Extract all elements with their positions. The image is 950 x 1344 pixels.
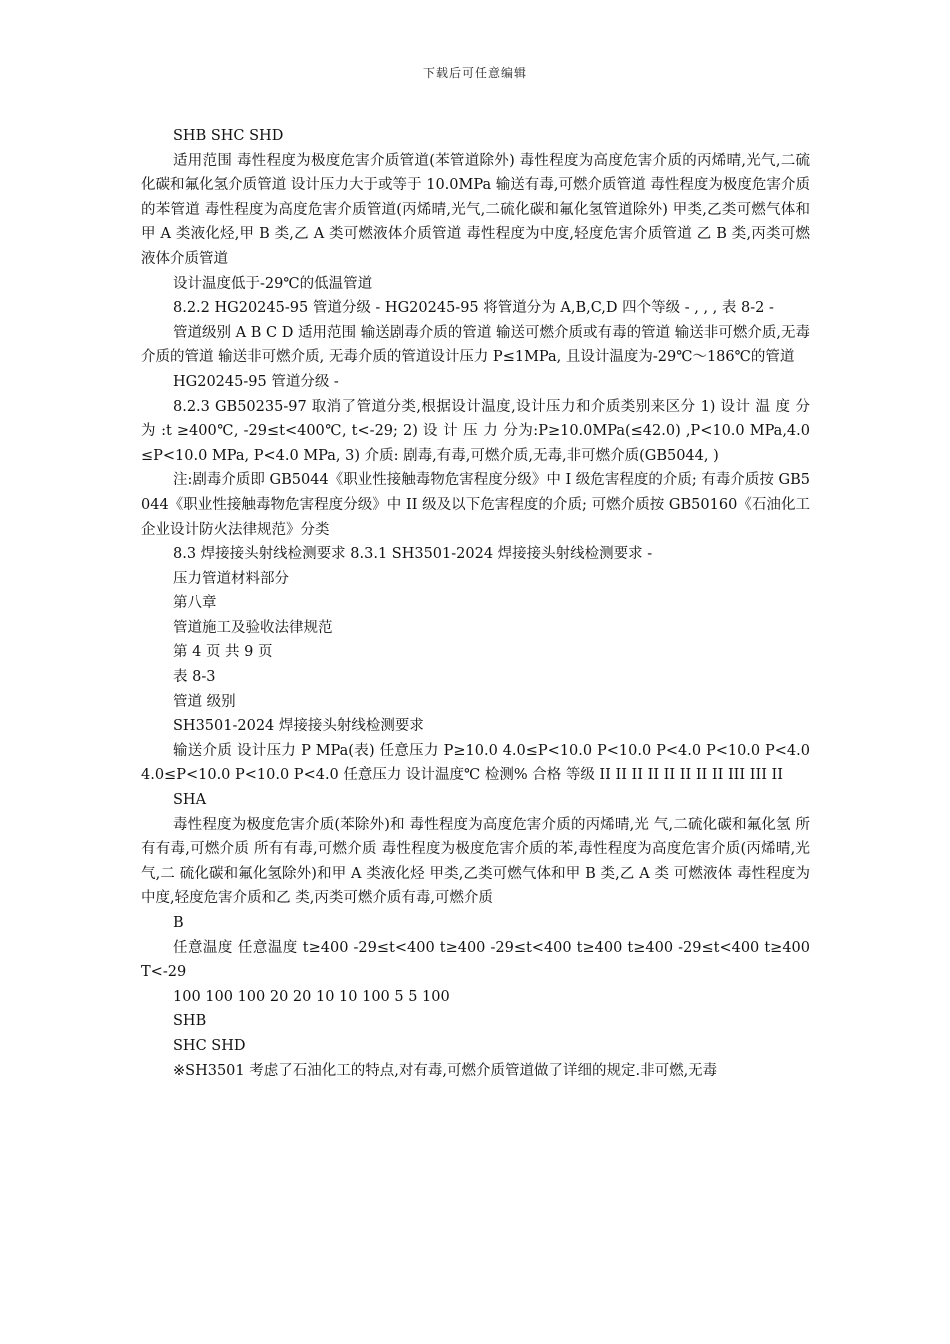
paragraph-chapter-8: 第八章 — [173, 595, 217, 612]
paragraph-note: 注:剧毒介质即 GB5044《职业性接触毒物危害程度分级》中 I 级危害程度的介质; 有毒介质按 GB5044《职业性接触毒物危害程度分级》中 II 级及以下危害程度的介质; 可燃介质按 GB50160《石油化工企业设计防火法律规范》分类 — [141, 472, 810, 538]
paragraph-section-8-3: 8.3 焊接接头射线检测要求 8.3.1 SH3501-2024 焊接接头射线检测要求 - — [173, 546, 653, 563]
paragraph-page-number: 第 4 页 共 9 页 — [173, 644, 273, 661]
paragraph-shb: SHB — [173, 1013, 207, 1030]
paragraph-table-8-3: 表 8-3 — [173, 669, 216, 686]
paragraph-section-8-2-2: 8.2.2 HG20245-95 管道分级 - HG20245-95 将管道分为 A,B,C,D 四个等级 - , , , 表 8-2 - — [173, 300, 774, 317]
paragraph-temperature-list: 任意温度 任意温度 t≥400 -29≤t<400 t≥400 -29≤t<400 t≥400 t≥400 -29≤t<400 t≥400 T<-29 — [141, 939, 810, 981]
paragraph-pipe-class: 管道 级别 — [173, 693, 236, 710]
paragraph-class-list-1: SHB SHC SHD — [173, 128, 284, 144]
paragraph-low-temp-pipe: 设计温度低于-29℃的低温管道 — [173, 275, 373, 292]
paragraph-hg-pipe-grade: HG20245-95 管道分级 - — [173, 373, 339, 390]
paragraph-material-part: 压力管道材料部分 — [173, 570, 289, 587]
paragraph-toxicity-description: 毒性程度为极度危害介质(苯除外)和 毒性程度为高度危害介质的丙烯晴,光 气,二硫化碳和氟化氢 所有有毒,可燃介质 所有有毒,可燃介质 毒性程度为极度危害介质的苯,毒性程度为高度危害介质(丙烯晴,光气,二 硫化碳和氟化氢除外)和甲 A 类液化烃 甲类,乙类可燃气体和甲 B 类,乙 A 类 可燃液体 毒性程度为中度,轻度危害介质和乙 类,丙类可燃介质有毒,可燃介质 — [141, 816, 810, 907]
paragraph-sha: SHA — [173, 792, 207, 809]
paragraph-spec-title: 管道施工及验收法律规范 — [173, 619, 333, 636]
paragraph-sh3501-remark: ※SH3501 考虑了石油化工的特点,对有毒,可燃介质管道做了详细的规定.非可燃,无毒 — [173, 1062, 718, 1079]
paragraph-sh3501-title: SH3501-2024 焊接接头射线检测要求 — [173, 718, 424, 735]
document-body — [141, 124, 810, 1083]
page-header: 下载后可任意编辑 — [422, 66, 527, 80]
paragraph-scope-description: 适用范围 毒性程度为极度危害介质管道(苯管道除外) 毒性程度为高度危害介质的丙烯晴,光气,二硫化碳和氟化氢介质管道 设计压力大于或等于 10.0MPa 输送有毒,可燃介质管道 毒性程度为极度危害介质的苯管道 毒性程度为高度危害介质管道(丙烯晴,光气,二硫化碳和氟化氢管道除外) 甲类,乙类可燃气体和甲 A 类液化烃,甲 B 类,乙 A 类可燃液体介质管道 毒性程度为中度,轻度危害介质管道 乙 B 类,丙类可燃液体介质管道 — [141, 152, 810, 267]
paragraph-pressure-table: 输送介质 设计压力 P MPa(表) 任意压力 P≥10.0 4.0≤P<10.0 P<10.0 P<4.0 P<10.0 P<4.0 4.0≤P<10.0 P<10.0 P<4.0 任意压力 设计温度℃ 检测% 合格 等级 II II II II II II II II III III II — [141, 742, 810, 784]
paragraph-percent-list: 100 100 100 20 20 10 10 100 5 5 100 — [173, 988, 450, 1005]
paragraph-b: B — [173, 915, 184, 931]
paragraph-section-8-2-3: 8.2.3 GB50235-97 取消了管道分类,根据设计温度,设计压力和介质类别来区分 1) 设计 温 度 分 为 :t ≥400℃, -29≤t<400℃, t<-29; 2) 设 计 压 力 分为:P≥10.0MPa(≤42.0) ,P<10.0 MPa,4.0≤P<10.0 MPa, P<4.0 MPa, 3) 介质: 剧毒,有毒,可燃介质,无毒,非可燃介质(GB5044, ) — [141, 398, 810, 464]
paragraph-shc-shd: SHC SHD — [173, 1037, 246, 1054]
paragraph-pipe-grade-scope: 管道级别 A B C D 适用范围 输送剧毒介质的管道 输送可燃介质或有毒的管道 输送非可燃介质,无毒介质的管道 输送非可燃介质, 无毒介质的管道设计压力 P≤1MPa, 且设计温度为-29℃～186℃的管道 — [141, 324, 810, 366]
